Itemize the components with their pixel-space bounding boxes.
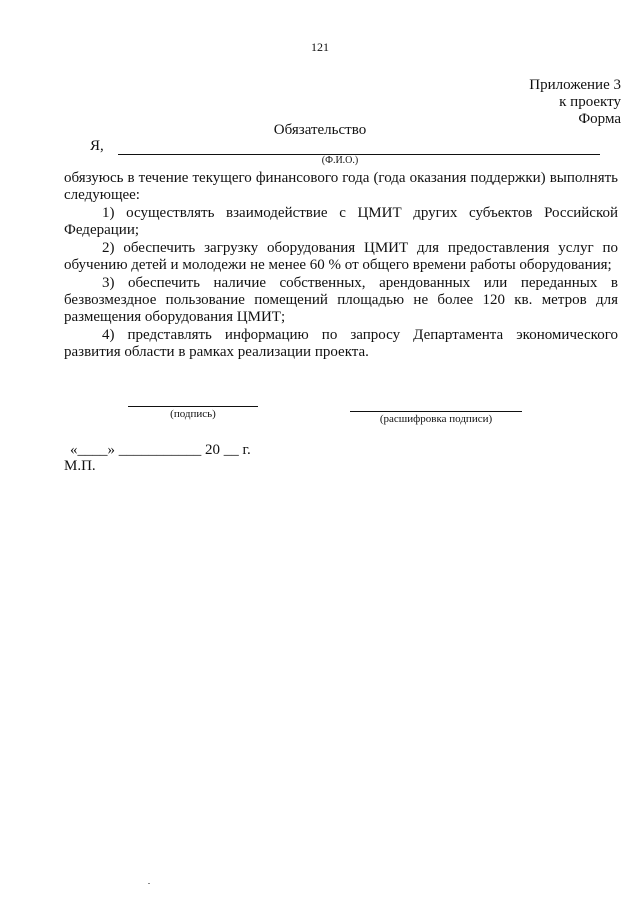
signature-caption: (подпись): [170, 408, 216, 420]
intro-paragraph: обязуюсь в течение текущего финансового года (года оказания поддержки) выполнять следующее:: [64, 170, 618, 203]
obligation-body: [64, 170, 618, 361]
stamp-place: М.П.: [64, 458, 96, 474]
appendix-line-2: к проекту: [559, 94, 621, 110]
fio-caption: (Ф.И.О.): [321, 155, 359, 166]
page-number: 121: [311, 40, 329, 54]
appendix-header: [529, 77, 621, 128]
obligation-item-1: 1) осуществлять взаимодействие с ЦМИТ других субъектов Российской Федерации;: [64, 205, 618, 238]
signature-line: [128, 406, 258, 407]
ya-label: Я,: [90, 138, 104, 154]
appendix-line-3: Форма: [578, 111, 621, 127]
document-title: Обязательство: [273, 122, 367, 138]
appendix-line-1: Приложение 3: [529, 77, 621, 93]
signature-decode-line: [350, 411, 522, 412]
date-line: «____» ___________ 20 __ г.: [70, 442, 251, 458]
scan-speck: [148, 883, 150, 884]
obligation-item-2: 2) обеспечить загрузку оборудования ЦМИТ для предоставления услуг по обучению детей и молодежи не менее 60 % от общего времени работы оборудования;: [64, 240, 618, 273]
signature-decode-caption: (расшифровка подписи): [379, 413, 493, 425]
obligation-item-3: 3) обеспечить наличие собственных, арендованных или переданных в безвозмездное пользование помещений площадью не более 120 кв. метров для размещения оборудования ЦМИТ;: [64, 275, 618, 325]
obligation-item-4: 4) представлять информацию по запросу Департамента экономического развития области в рамках реализации проекта.: [64, 327, 618, 360]
